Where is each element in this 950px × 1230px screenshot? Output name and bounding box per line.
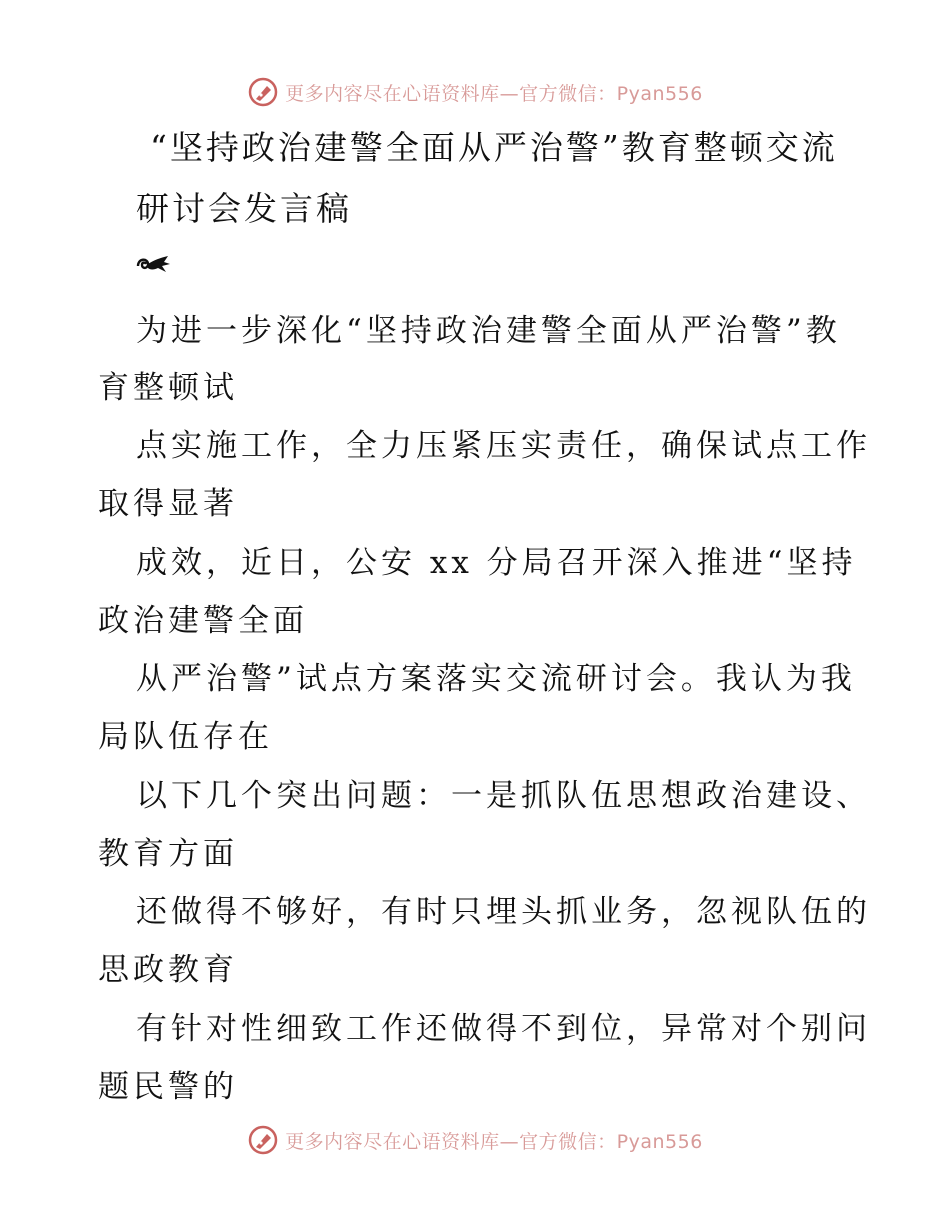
- header-watermark: [0, 72, 950, 112]
- footer-watermark: [0, 1120, 950, 1160]
- body-line: 成效，近日，公安 xx 分局召开深入推进“坚持: [136, 545, 857, 581]
- body-line: 点实施工作，全力压紧压实责任，确保试点工作: [136, 428, 871, 464]
- watermark-text: 更多内容尽在心语资料库—官方微信：Pyan556: [285, 1130, 703, 1153]
- body-line: 局队伍存在: [98, 719, 273, 755]
- body-line: 思政教育: [98, 952, 238, 988]
- body-line: 为进一步深化“坚持政治建警全面从严治警”教: [136, 313, 841, 349]
- body-line: 从严治警”试点方案落实交流研讨会。我认为我: [136, 661, 856, 697]
- document-title-line2: 研讨会发言稿: [136, 189, 352, 228]
- body-line: 教育方面: [98, 836, 238, 872]
- body-line: 有针对性细致工作还做得不到位，异常对个别问: [136, 1011, 871, 1047]
- pen-nib-icon: [247, 1124, 279, 1156]
- body-line: 以下几个突出问题：一是抓队伍思想政治建设、: [136, 778, 871, 814]
- body-line: 还做得不够好，有时只埋头抓业务，忽视队伍的: [136, 894, 871, 930]
- body-line: 题民警的: [98, 1069, 238, 1105]
- pen-nib-icon: [247, 76, 279, 108]
- body-line: 取得显著: [98, 486, 238, 522]
- document-title: “坚持政治建警全面从严治警”教育整顿交流: [150, 128, 838, 167]
- flourish-icon: [134, 250, 174, 280]
- watermark-text: 更多内容尽在心语资料库—官方微信：Pyan556: [285, 82, 703, 105]
- body-line: 育整顿试: [98, 370, 238, 406]
- body-line: 政治建警全面: [98, 603, 308, 639]
